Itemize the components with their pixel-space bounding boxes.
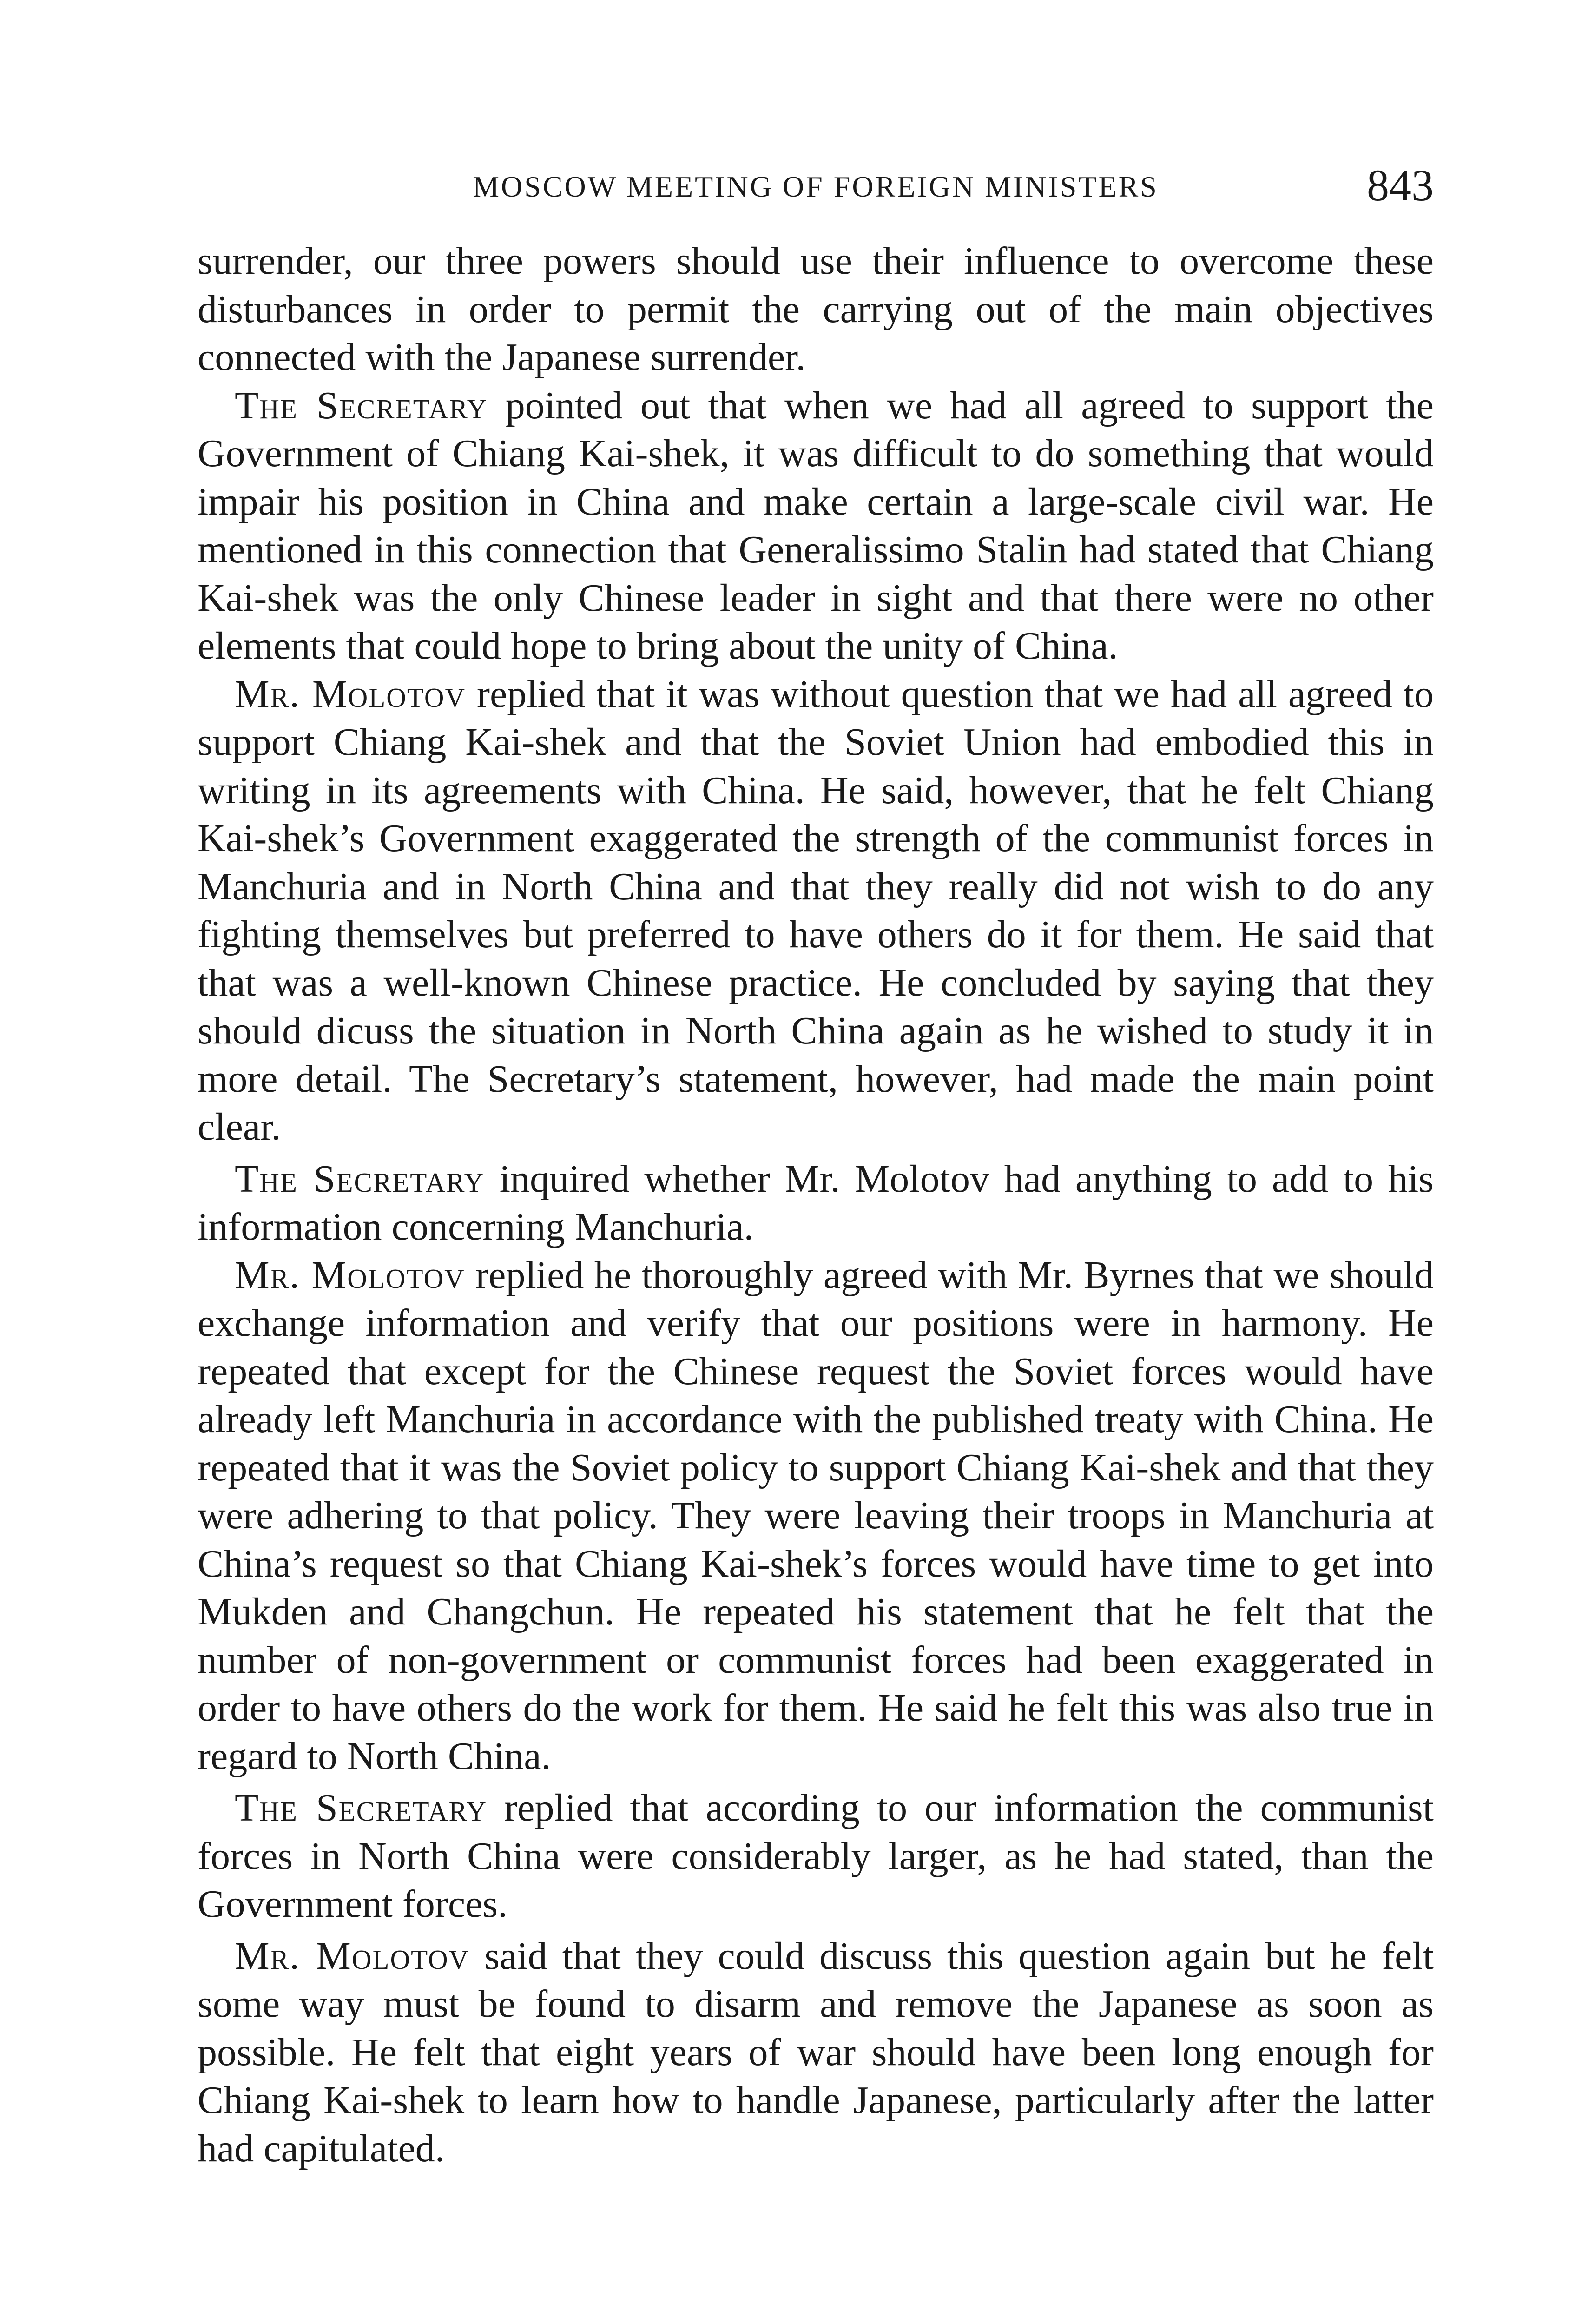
paragraph-4: [198, 1155, 1434, 1251]
paragraph-text: replied he thoroughly agreed with Mr. Byrnes that we should exchange information and verify that our positions were in harmony. He repeated that except for the Chinese request the Soviet forces would have already left Manchuria in accordance with the published treaty with China. He repeated that it was the Soviet policy to support Chiang Kai-shek and that they were adhering to that policy. They were leaving their troops in Manchuria at China’s request so that Chiang Kai-shek’s forces would have time to get into Mukden and Changchun. He repeated his statement that he felt that the number of non-government or communist forces had been exaggerated in order to have others do the work for them. He said he felt this was also true in regard to North China.: [198, 1253, 1434, 1778]
running-head: [198, 160, 1434, 216]
paragraph-text: replied that it was without question that we had all agreed to support Chiang Kai-shek and that the Soviet Union had embodied this in writing in its agreements with China. He said, however, that he felt Chiang Kai-shek’s Government exaggerated the strength of the communist forces in Manchuria and in North China and that they really did not wish to do any fighting themselves but preferred to have others do it for them. He said that that was a well-known Chinese practice. He concluded by saying that they should dicuss the situation in North China again as he wished to study it in more detail. The Secretary’s statement, however, had made the main point clear.: [198, 672, 1434, 1149]
paragraph-text: replied that according to our information the communist forces in North China were considerably larger, as he had stated, than the Government forces.: [198, 1786, 1434, 1926]
page-number: 843: [1367, 160, 1434, 210]
paragraph-7: [198, 1932, 1434, 2173]
paragraph-5: [198, 1251, 1434, 1781]
paragraph-2: [198, 382, 1434, 670]
paragraph-3: [198, 670, 1434, 1151]
speaker-name: Mr. Molotov: [235, 672, 466, 716]
running-title: MOSCOW MEETING OF FOREIGN MINISTERS: [473, 170, 1159, 203]
speaker-name: Mr. Molotov: [235, 1253, 465, 1297]
paragraph-text: pointed out that when we had all agreed to support the Government of Chiang Kai-shek, it was difficult to do something that would impair his position in China and make certain a large-scale civil war. He mentioned in this connection that Generalissimo Stalin had stated that Chiang Kai-shek was the only Chinese leader in sight and that there were no other elements that could hope to bring about the unity of China.: [198, 383, 1434, 667]
speaker-name: The Secretary: [235, 383, 488, 427]
paragraph-1: [198, 237, 1434, 382]
speaker-name: The Secretary: [235, 1157, 485, 1201]
body-text: [198, 237, 1434, 2172]
paragraph-text: said that they could discuss this question again but he felt some way must be found to disarm and remove the Japanese as soon as possible. He felt that eight years of war should have been long enough for Chiang Kai-shek to learn how to handle Japanese, particularly after the latter had capitulated.: [198, 1934, 1434, 2170]
speaker-name: Mr. Molotov: [235, 1934, 470, 1978]
paragraph-text: surrender, our three powers should use their influence to overcome these disturbances in order to permit the carrying out of the main objectives connected with the Japanese surrender.: [198, 239, 1434, 379]
paragraph-text: inquired whether Mr. Molotov had anything to add to his information concerning Manchuria.: [198, 1157, 1434, 1248]
speaker-name: The Secretary: [235, 1786, 488, 1829]
paragraph-6: [198, 1784, 1434, 1928]
